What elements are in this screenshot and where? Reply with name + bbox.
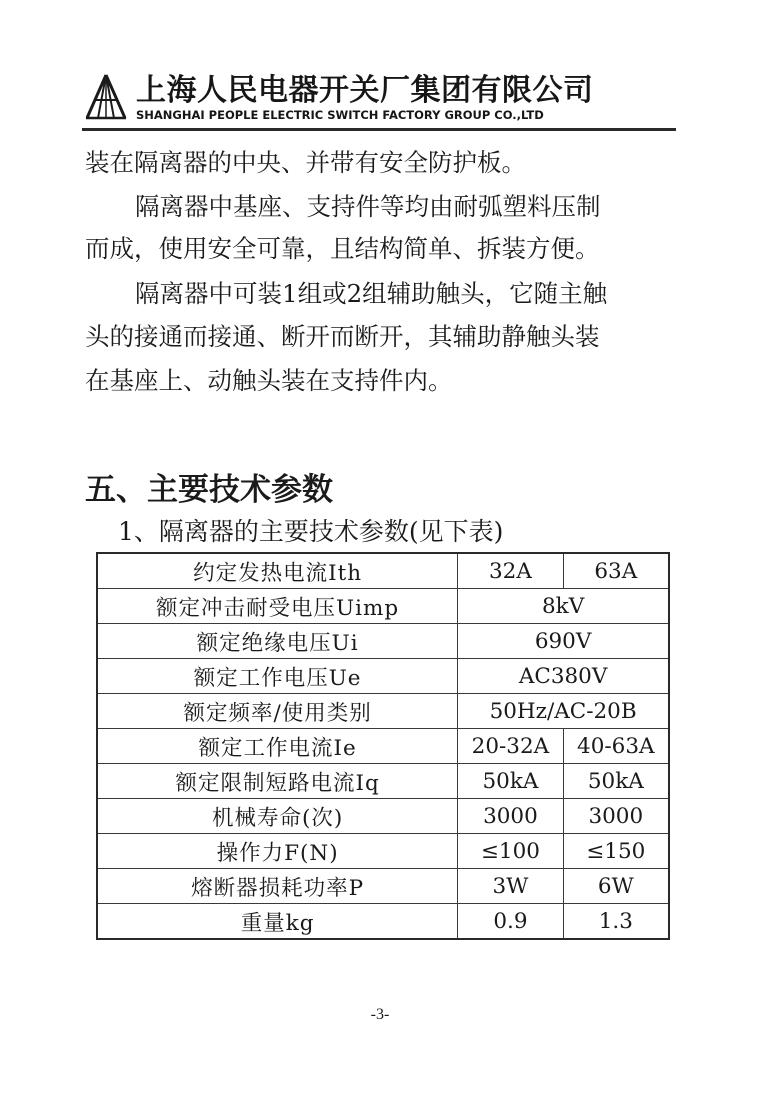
table-row bbox=[97, 764, 669, 799]
table-row bbox=[97, 694, 669, 729]
param-value: 63A bbox=[563, 553, 669, 589]
param-label: 额定频率/使用类别 bbox=[97, 694, 458, 729]
param-label: 额定工作电流Ie bbox=[97, 729, 458, 764]
param-value: AC380V bbox=[458, 659, 669, 694]
param-value: 3W bbox=[458, 869, 563, 904]
table-row bbox=[97, 904, 669, 940]
param-label: 额定工作电压Ue bbox=[97, 659, 458, 694]
param-label: 熔断器损耗功率P bbox=[97, 869, 458, 904]
table-row bbox=[97, 553, 669, 589]
body-line: 在基座上、动触头装在支持件内。 bbox=[85, 366, 453, 395]
param-value: 1.3 bbox=[563, 904, 669, 940]
param-label: 重量kg bbox=[97, 904, 458, 940]
param-value: 690V bbox=[458, 624, 669, 659]
table-row bbox=[97, 589, 669, 624]
param-value: 8kV bbox=[458, 589, 669, 624]
param-value: 50Hz/AC-20B bbox=[458, 694, 669, 729]
table-row bbox=[97, 729, 669, 764]
table-row bbox=[97, 799, 669, 834]
param-value: 3000 bbox=[563, 799, 669, 834]
param-value: 40-63A bbox=[563, 729, 669, 764]
page-header bbox=[82, 70, 676, 132]
header-divider bbox=[82, 128, 676, 131]
param-label: 额定冲击耐受电压Uimp bbox=[97, 589, 458, 624]
body-line: 装在隔离器的中央、并带有安全防护板。 bbox=[85, 148, 526, 177]
param-value: 50kA bbox=[563, 764, 669, 799]
subsection-title: 1、隔离器的主要技术参数(见下表) bbox=[118, 517, 504, 546]
param-label: 额定绝缘电压Ui bbox=[97, 624, 458, 659]
table-row bbox=[97, 624, 669, 659]
body-line: 隔离器中基座、支持件等均由耐弧塑料压制 bbox=[135, 192, 601, 221]
param-value: 0.9 bbox=[458, 904, 563, 940]
body-line: 隔离器中可装1组或2组辅助触头，它随主触 bbox=[135, 279, 608, 308]
param-value: 6W bbox=[563, 869, 669, 904]
section-title: 五、主要技术参数 bbox=[85, 472, 333, 508]
company-name-chinese: 上海人民电器开关厂集团有限公司 bbox=[136, 73, 594, 108]
table-row bbox=[97, 659, 669, 694]
company-logo-icon bbox=[82, 72, 130, 122]
param-value: 20-32A bbox=[458, 729, 563, 764]
param-value: ≤100 bbox=[458, 834, 563, 869]
body-line: 而成，使用安全可靠，且结构简单、拆装方便。 bbox=[85, 234, 600, 263]
table-row bbox=[97, 834, 669, 869]
param-value: ≤150 bbox=[563, 834, 669, 869]
body-line: 头的接通而接通、断开而断开，其辅助静触头装 bbox=[85, 322, 600, 351]
page-number: -3- bbox=[370, 1006, 390, 1023]
company-name-english: SHANGHAI PEOPLE ELECTRIC SWITCH FACTORY GROUP CO.,LTD bbox=[136, 108, 544, 122]
param-label: 操作力F(N) bbox=[97, 834, 458, 869]
table-row bbox=[97, 869, 669, 904]
param-label: 约定发热电流Ith bbox=[97, 553, 458, 589]
param-label: 机械寿命(次) bbox=[97, 799, 458, 834]
param-value: 3000 bbox=[458, 799, 563, 834]
param-label: 额定限制短路电流Iq bbox=[97, 764, 458, 799]
param-value: 32A bbox=[458, 553, 563, 589]
param-value: 50kA bbox=[458, 764, 563, 799]
spec-table bbox=[96, 552, 670, 940]
